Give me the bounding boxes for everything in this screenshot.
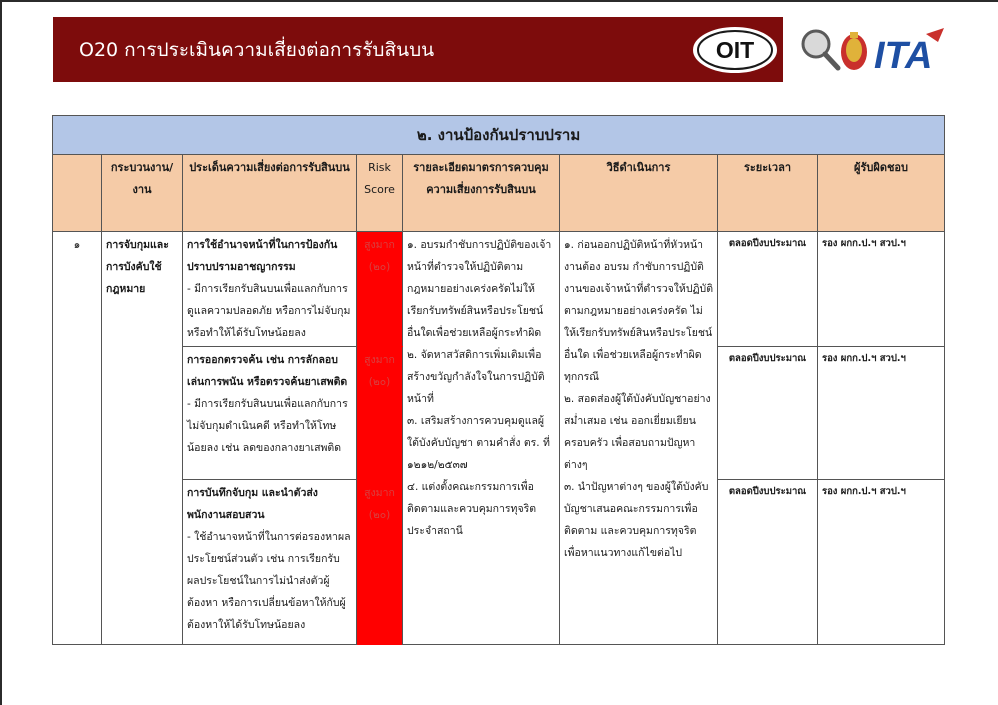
method-item: ๓. นำปัญหาต่างๆ ของผู้ใต้บังคับบัญชาเสนอคณะกรรมการเพื่อติดตาม และควบคุมการทุจริต เพื่อหาแนวทางแก้ไขต่อไป	[564, 481, 709, 559]
method-cell	[560, 232, 718, 645]
header-banner	[53, 17, 783, 82]
method-item: ๑. ก่อนออกปฏิบัติหน้าที่หัวหน้างานต้อง อบรม กำชับการปฏิบัติงานของเจ้าหน้าที่ตำรวจให้ปฏิบัติตามกฎหมายอย่างเคร่งครัด ไม่ให้เรียกรับทรัพย์สินหรือประโยชน์อื่นใด เพื่อช่วยเหลือผู้กระทำผิดทุกกรณี	[564, 239, 714, 383]
col-measures: รายละเอียดมาตรการควบคุมความเสี่ยงการรับสินบน	[403, 155, 560, 232]
col-responsible: ผู้รับผิดชอบ	[818, 155, 945, 232]
col-process: กระบวนงาน/งาน	[102, 155, 183, 232]
police-emblem-icon	[841, 32, 867, 70]
magnifier-icon	[803, 31, 838, 68]
svg-text:ITA: ITA	[874, 35, 933, 74]
col-no	[53, 155, 102, 232]
risk-desc: - มีการเรียกรับสินบนเพื่อแลกกับการไม่จับกุมดำเนินคดี หรือทำให้โทษน้อยลง เช่น ลดของกลางยาเสพติด	[187, 398, 348, 454]
risk-score-cell	[357, 347, 403, 480]
page-frame-top	[0, 0, 998, 2]
table-row	[53, 232, 945, 347]
ita-logo	[874, 28, 944, 74]
responsible-cell: รอง ผกก.ป.ฯ สวป.ฯ	[818, 347, 945, 480]
partner-logos	[798, 26, 948, 74]
measure-item: ๑. อบรมกำชับการปฏิบัติของเจ้าหน้าที่ตำรวจให้ปฏิบัติตามกฎหมายอย่างเคร่งครัดไม่ให้เรียกรับทรัพย์สินหรือประโยชน์อื่นใดเพื่อช่วยเหลือผู้กระทำผิด	[407, 239, 552, 339]
risk-score-value: (๒๐)	[368, 261, 391, 273]
column-header-row	[53, 155, 945, 232]
responsible-cell: รอง ผกก.ป.ฯ สวป.ฯ	[818, 232, 945, 347]
col-period: ระยะเวลา	[718, 155, 818, 232]
risk-assessment-table	[52, 115, 945, 645]
col-risk-score: Risk Score	[357, 155, 403, 232]
risk-score-label: สูงมาก	[364, 239, 395, 251]
page-frame-left	[0, 0, 2, 705]
risk-issue-cell	[183, 232, 357, 347]
risk-score-cell	[357, 480, 403, 645]
measure-item: ๔. แต่งตั้งคณะกรรมการเพื่อติดตามและควบคุมการทุจริตประจำสถานี	[407, 481, 537, 537]
oit-logo-text: OIT	[715, 37, 755, 63]
col-risk-issue: ประเด็นความเสี่ยงต่อการรับสินบน	[183, 155, 357, 232]
risk-score-value: (๒๐)	[368, 376, 391, 388]
period-cell: ตลอดปีงบประมาณ	[718, 480, 818, 645]
risk-title: การใช้อำนาจหน้าที่ในการป้องกันปราบปรามอาชญากรรม	[187, 239, 338, 273]
risk-score-label: สูงมาก	[364, 487, 395, 499]
row-number: ๑	[53, 232, 102, 645]
col-method: วิธีดำเนินการ	[560, 155, 718, 232]
risk-score-cell	[357, 232, 403, 347]
method-item: ๒. สอดส่องผู้ใต้บังคับบัญชาอย่างสม่ำเสมอ เช่น ออกเยี่ยมเยียนครอบครัว เพื่อสอบถามปัญหาต่างๆ	[564, 393, 711, 471]
page-title: O20 การประเมินความเสี่ยงต่อการรับสินบน	[79, 39, 435, 61]
risk-issue-cell	[183, 347, 357, 480]
measures-cell	[403, 232, 560, 645]
period-cell: ตลอดปีงบประมาณ	[718, 347, 818, 480]
risk-desc: - มีการเรียกรับสินบนเพื่อแลกกับการดูแลความปลอดภัย หรือการไม่จับกุมหรือทำให้ได้รับโทษน้อยลง	[187, 283, 351, 339]
measure-item: ๒. จัดหาสวัสดิการเพิ่มเติมเพื่อสร้างขวัญกำลังใจในการปฏิบัติหน้าที่	[407, 349, 545, 405]
risk-issue-cell	[183, 480, 357, 645]
measure-item: ๓. เสริมสร้างการควบคุมดูแลผู้ใต้บังคับบัญชา ตามคำสั่ง ตร. ที่ ๑๒๑๒/๒๕๓๗	[407, 415, 550, 471]
risk-score-value: (๒๐)	[368, 509, 391, 521]
risk-desc: - ใช้อำนาจหน้าที่ในการต่อรองหาผลประโยชน์ส่วนตัว เช่น การเรียกรับผลประโยชน์ในการไม่นำส่งตัวผู้ต้องหา หรือการเปลี่ยนข้อหาให้กับผู้ต้องหาให้ได้รับโทษน้อยลง	[187, 531, 351, 631]
risk-score-label: สูงมาก	[364, 354, 395, 366]
oit-logo	[690, 18, 800, 78]
period-cell: ตลอดปีงบประมาณ	[718, 232, 818, 347]
section-title: ๒. งานป้องกันปราบปราม	[53, 116, 945, 155]
risk-title: การออกตรวจค้น เช่น การลักลอบเล่นการพนัน หรือตรวจค้นยาเสพติด	[187, 354, 348, 388]
risk-title: การบันทึกจับกุม และนำตัวส่งพนักงานสอบสวน	[187, 487, 318, 521]
responsible-cell: รอง ผกก.ป.ฯ สวป.ฯ	[818, 480, 945, 645]
process-cell: การจับกุมและการบังคับใช้กฎหมาย	[102, 232, 183, 645]
